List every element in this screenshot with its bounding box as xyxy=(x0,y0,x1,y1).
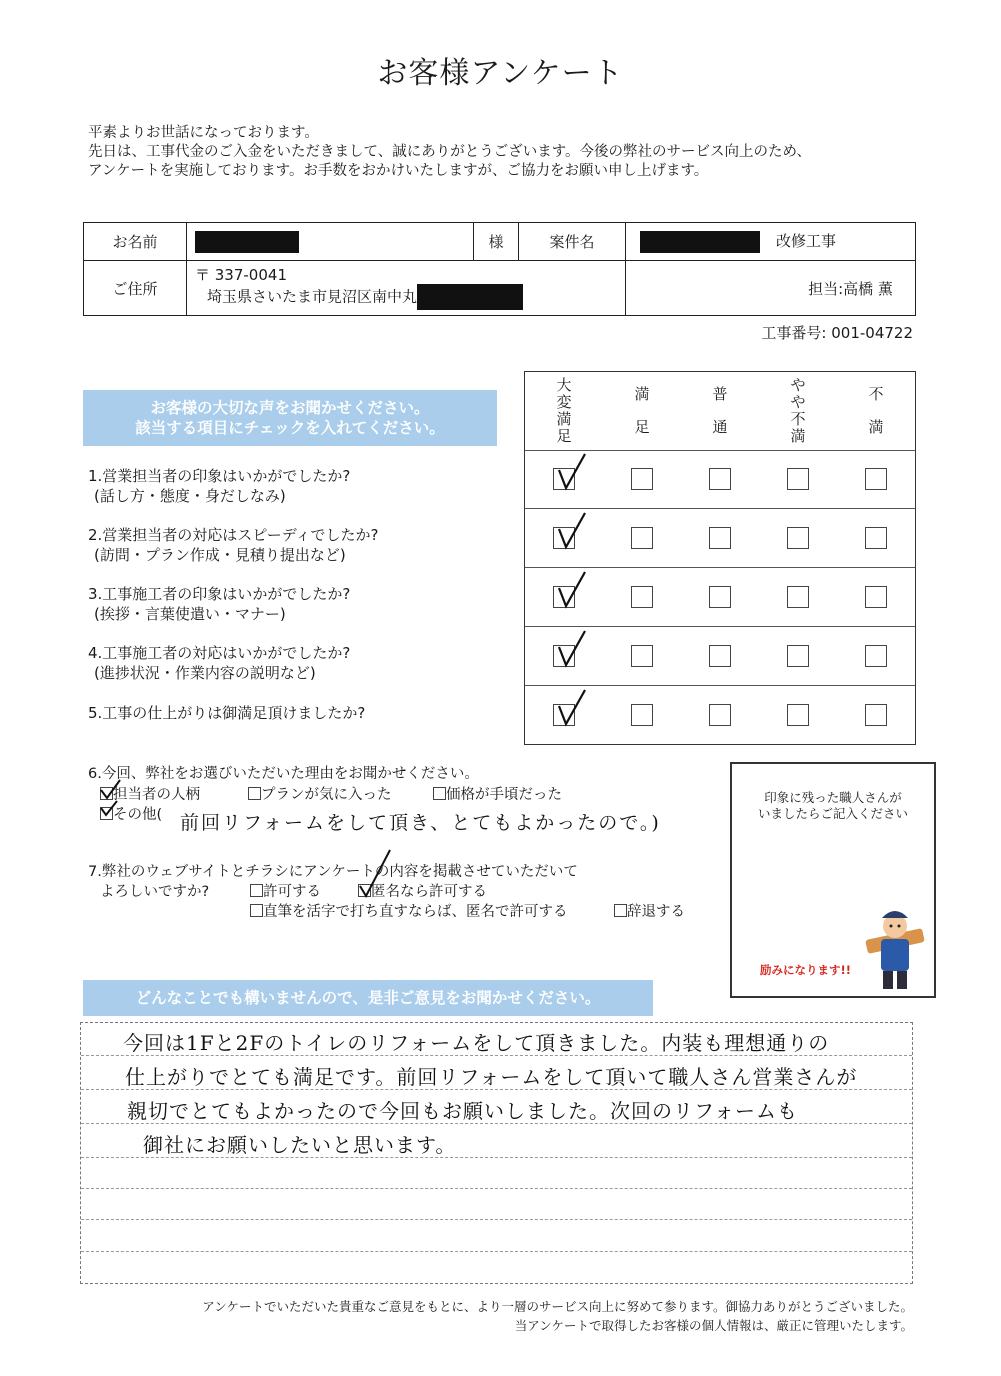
comment-banner: どんなことでも構いませんので、是非ご意見をお聞かせください。 xyxy=(83,980,653,1016)
checkbox-icon[interactable] xyxy=(250,904,263,917)
redacted-name xyxy=(195,231,299,253)
q6-option-3[interactable] xyxy=(433,785,562,805)
craftsman-prompt-line-1: 印象に残った職人さんが xyxy=(764,790,902,805)
question-sub: (進捗状況・作業内容の説明など) xyxy=(94,664,316,682)
col-head-char: や xyxy=(790,393,806,411)
question-text: 1.営業担当者の印象はいかがでしたか? xyxy=(88,467,351,485)
question-sub: (訪問・プラン作成・見積り提出など) xyxy=(94,546,346,564)
rating-checkbox[interactable] xyxy=(787,527,809,549)
koji-bango: 工事番号: 001-04722 xyxy=(761,324,913,342)
question-1 xyxy=(88,466,350,506)
col-head-char: 満 xyxy=(556,410,572,428)
q7-option-3[interactable] xyxy=(250,902,568,922)
q6-option-2[interactable] xyxy=(248,785,392,805)
rating-checkbox[interactable] xyxy=(631,527,653,549)
question-text: 4.工事施工者の対応はいかがでしたか? xyxy=(88,644,351,662)
col-head-char: 不 xyxy=(868,385,884,403)
sama-label: 様 xyxy=(474,223,519,261)
question-7-line-1: 7.弊社のウェブサイトとチラシにアンケートの内容を掲載させていただいて xyxy=(88,864,578,880)
encourage-text: 励みになります!! xyxy=(760,963,851,977)
q6-option-label: 価格が手頃だった xyxy=(446,787,562,803)
tanto-field xyxy=(626,261,916,316)
check-mark-icon xyxy=(555,688,589,728)
rating-checkbox[interactable] xyxy=(631,704,653,726)
col-head-manzoku xyxy=(603,372,681,450)
col-head-char: 普 xyxy=(712,385,728,403)
check-mark-icon xyxy=(98,798,120,820)
col-head-daihenmanzoku xyxy=(525,372,603,450)
col-head-futsu xyxy=(681,372,759,450)
col-head-yayafuman xyxy=(759,372,837,450)
craftsman-box[interactable] xyxy=(730,762,936,998)
col-head-char: 満 xyxy=(634,385,650,403)
question-6: 6.今回、弊社をお選びいただいた理由をお聞かせください。 xyxy=(88,766,479,782)
q7-option-label: 直筆を活字で打ち直すならば、匿名で許可する xyxy=(263,904,568,920)
checkbox-icon[interactable] xyxy=(248,787,261,800)
grid-line xyxy=(525,508,915,509)
col-head-char: 足 xyxy=(634,418,650,436)
q7-option-label: 辞退する xyxy=(627,904,685,920)
comment-line xyxy=(81,1251,912,1252)
question-7-line-2: よろしいですか? xyxy=(100,884,210,900)
comment-text-line-1: 今回は1Fと2Fのトイレのリフォームをして頂きました。内装も理想通りの xyxy=(123,1031,830,1055)
rating-checkbox[interactable] xyxy=(787,586,809,608)
grid-line xyxy=(525,567,915,568)
col-head-char: 変 xyxy=(556,393,572,411)
rating-checkbox[interactable] xyxy=(709,704,731,726)
project-field[interactable] xyxy=(626,223,916,261)
comment-text-line-3: 親切でとてもよかったので今回もお願いしました。次回のリフォームも xyxy=(127,1099,798,1123)
col-head-fuman xyxy=(837,372,915,450)
q7-option-label: 匿名なら許可する xyxy=(371,884,487,900)
check-mark-icon xyxy=(356,846,396,898)
question-2 xyxy=(88,525,378,565)
rating-checkbox[interactable] xyxy=(709,468,731,490)
address-field[interactable] xyxy=(187,261,626,316)
address-text: 埼玉県さいたま市見沼区南中丸 xyxy=(207,287,418,306)
craftsman-prompt-line-2: いましたらご記入ください xyxy=(757,806,908,821)
address-label: ご住所 xyxy=(84,261,187,316)
rating-checkbox[interactable] xyxy=(709,586,731,608)
q7-option-1[interactable] xyxy=(250,882,321,902)
q6-option-label: プランが気に入った xyxy=(261,787,392,803)
postal-code: 〒 337-0041 xyxy=(195,266,287,284)
col-head-char: 大 xyxy=(556,376,572,394)
check-mark-icon xyxy=(555,629,589,669)
intro-text xyxy=(88,124,811,181)
rating-grid xyxy=(524,371,916,745)
check-mark-icon xyxy=(555,511,589,551)
q7-option-label: 許可する xyxy=(263,884,321,900)
q6-other-handwritten: 前回リフォームをして頂き、とてもよかったので。) xyxy=(180,812,661,834)
intro-line-3: アンケートを実施しております。お手数をおかけいたしますが、ご協力をお願い申し上げます。 xyxy=(88,163,709,179)
rating-checkbox[interactable] xyxy=(787,704,809,726)
checkbox-icon[interactable] xyxy=(250,884,263,897)
checkbox-icon[interactable] xyxy=(433,787,446,800)
rating-checkbox[interactable] xyxy=(865,468,887,490)
comment-text-line-4: 御社にお願いしたいと思います。 xyxy=(143,1133,457,1157)
craftsman-prompt xyxy=(732,790,934,822)
question-text: 5.工事の仕上がりは御満足頂けましたか? xyxy=(88,704,366,722)
question-sub: (話し方・態度・身だしなみ) xyxy=(94,487,286,505)
question-5 xyxy=(88,703,365,723)
name-field[interactable] xyxy=(187,223,474,261)
banner1-line-2: 該当する項目にチェックを入れてください。 xyxy=(135,419,445,437)
col-head-char: 不 xyxy=(790,410,806,428)
comment-area[interactable] xyxy=(80,1022,913,1284)
project-label: 案件名 xyxy=(519,223,626,261)
craftsman-illustration-icon xyxy=(864,904,926,994)
grid-line xyxy=(525,626,915,627)
question-sub: (挨拶・言葉使遣い・マナー) xyxy=(94,605,286,623)
rating-checkbox[interactable] xyxy=(787,645,809,667)
rating-checkbox[interactable] xyxy=(631,645,653,667)
customer-info-table xyxy=(83,222,916,316)
rating-checkbox[interactable] xyxy=(865,704,887,726)
q6-other-label: その他( xyxy=(113,807,163,823)
comment-line xyxy=(81,1219,912,1220)
check-mark-icon xyxy=(555,570,589,610)
redacted-project xyxy=(640,231,760,253)
question-4 xyxy=(88,643,350,683)
rating-checkbox[interactable] xyxy=(865,645,887,667)
project-suffix: 改修工事 xyxy=(776,232,837,251)
q6-option-label: 担当者の人柄 xyxy=(113,787,200,803)
tanto-text: 担当:高橋 薫 xyxy=(808,279,893,298)
survey-instruction-banner xyxy=(83,390,497,446)
intro-line-2: 先日は、工事代金のご入金をいただきまして、誠にありがとうございます。今後の弊社のサービス向上のため、 xyxy=(88,144,811,160)
checkbox-icon[interactable] xyxy=(614,904,627,917)
question-text: 2.営業担当者の対応はスピーディでしたか? xyxy=(88,526,379,544)
banner1-line-1: お客様の大切な声をお聞かせください。 xyxy=(150,399,430,417)
rating-checkbox[interactable] xyxy=(865,527,887,549)
rating-checkbox[interactable] xyxy=(631,586,653,608)
question-text: 3.工事施工者の印象はいかがでしたか? xyxy=(88,585,351,603)
footer-line-1: アンケートでいただいた貴重なご意見をもとに、より一層のサービス向上に努めて参ります。御協力ありがとうございました。 xyxy=(202,1299,913,1314)
col-head-char: 通 xyxy=(712,418,728,436)
rating-checkbox[interactable] xyxy=(865,586,887,608)
page-title: お客様アンケート xyxy=(377,56,624,91)
col-head-char: 満 xyxy=(790,427,806,445)
grid-line xyxy=(525,685,915,686)
q7-option-4[interactable] xyxy=(614,902,685,922)
comment-line xyxy=(81,1188,912,1189)
redacted-address xyxy=(417,284,523,310)
rating-checkbox[interactable] xyxy=(787,468,809,490)
grid-line xyxy=(525,450,915,451)
rating-checkbox[interactable] xyxy=(709,527,731,549)
col-head-char: 足 xyxy=(556,427,572,445)
check-mark-icon xyxy=(555,452,589,492)
name-label: お名前 xyxy=(84,223,187,261)
intro-line-1: 平素よりお世話になっております。 xyxy=(88,125,319,141)
rating-checkbox[interactable] xyxy=(631,468,653,490)
comment-text-line-2: 仕上がりでとても満足です。前回リフォームをして頂いて職人さん営業さんが xyxy=(125,1065,858,1089)
question-3 xyxy=(88,584,350,624)
col-head-char: や xyxy=(790,376,806,394)
footer-line-2: 当アンケートで取得したお客様の個人情報は、厳正に管理いたします。 xyxy=(514,1318,913,1333)
rating-checkbox[interactable] xyxy=(709,645,731,667)
col-head-char: 満 xyxy=(868,418,884,436)
